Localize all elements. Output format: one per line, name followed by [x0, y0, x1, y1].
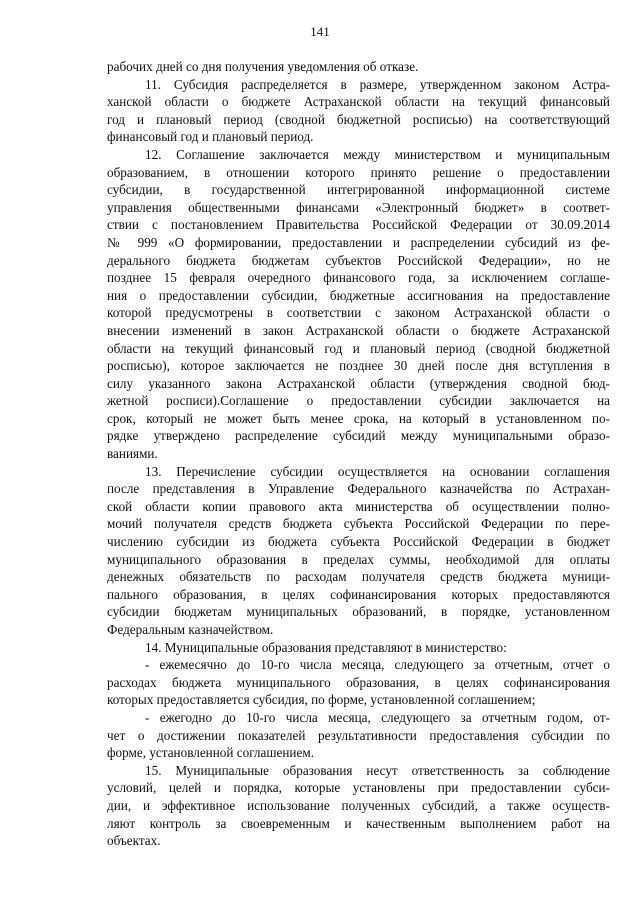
- text-line: которых предоставляется субсидия, по форме, установленной соглашением;: [107, 692, 536, 708]
- text-line: позднее 15 февраля очередного финансового года, за исключением соглаше-: [107, 270, 610, 286]
- text-line: образованием, в отношении которого принято решение о предоставлении: [107, 164, 610, 180]
- text-line: ния о предоставлении субсидии, бюджетные ассигнования на предоставление: [107, 287, 610, 303]
- text-line: срок, который не может быть менее срока, на который в установленном по-: [107, 410, 610, 426]
- paragraph-p13: [107, 463, 610, 639]
- text-line: пального образования, в целях софинансирования которых предоставляются: [107, 586, 610, 602]
- text-line: 11. Субсидия распределяется в размере, утвержденном законом Астра-: [145, 76, 610, 92]
- text-line: рядке утверждено распределение субсидий между муниципальными образо-: [107, 428, 610, 444]
- text-line: управления общественными финансами «Электронный бюджет» в соответ-: [107, 199, 610, 215]
- text-line: 14. Муниципальные образования представляют в министерство:: [145, 639, 507, 655]
- document-body: [107, 58, 610, 850]
- paragraph-p14: [107, 639, 610, 657]
- text-line: расходах бюджета муниципального образования, в целях софинансирования: [107, 674, 610, 690]
- text-line: финансовый год и плановый период.: [107, 129, 314, 145]
- text-line: силу указанного закона Астраханской области (утверждения сводной бюд-: [107, 375, 610, 391]
- text-line: жетной росписи).Соглашение о предоставлении субсидии заключается на: [107, 393, 610, 409]
- text-line: ханской области о бюджете Астраханской области на текущий финансовый: [107, 94, 610, 110]
- text-line: - ежемесячно до 10-го числа месяца, следующего за отчетным, отчет о: [145, 657, 610, 673]
- text-line: субсидии бюджетам муниципальных образований, в порядке, установленном: [107, 604, 610, 620]
- paragraph-p15: [107, 762, 610, 850]
- paragraph-p14a: [107, 656, 610, 709]
- text-line: год и плановый период (сводной бюджетной росписью) на соответствующий: [107, 111, 610, 127]
- text-line: объектах.: [107, 833, 161, 849]
- text-line: ляют контроль за своевременным и качественным выполнением работ на: [107, 815, 610, 831]
- text-line: росписью), которое заключается не позднее 30 дней после дня вступления в: [107, 358, 610, 374]
- text-line: рабочих дней со дня получения уведомления об отказе.: [107, 59, 419, 74]
- paragraph-p11: [107, 76, 610, 146]
- text-line: денежных обязательств по расходам получателя средств бюджета муници-: [107, 569, 610, 585]
- text-line: чет о достижении показателей результативности предоставления субсидии по: [107, 727, 610, 743]
- text-line: мочий получателя средств бюджета субъекта Российской Федерации по пере-: [107, 516, 610, 532]
- text-line: числению субсидии из бюджета субъекта Российской Федерации в бюджет: [107, 534, 610, 550]
- text-line: 13. Перечисление субсидии осуществляется на основании соглашения: [145, 463, 610, 479]
- text-line: № 999 «О формировании, предоставлении и распределении субсидий из фе-: [107, 234, 610, 250]
- text-line: - ежегодно до 10-го числа месяца, следующего за отчетным годом, от-: [145, 709, 610, 725]
- text-line: дерального бюджета бюджетам субъектов Российской Федерации», но не: [107, 252, 610, 268]
- text-line: внесении изменений в закон Астраханской области о бюджете Астраханской: [107, 322, 610, 338]
- paragraph-p14b: [107, 709, 610, 762]
- text-line: муниципального образования в пределах суммы, необходимой для оплаты: [107, 551, 610, 567]
- paragraph-p12: [107, 146, 610, 463]
- paragraph-p-cont: [107, 58, 610, 76]
- text-line: субсидии, в государственной интегрированной информационной системе: [107, 182, 610, 198]
- text-line: форме, установленной соглашением.: [107, 745, 314, 761]
- text-line: которой предусмотрены в соответствии с законом Астраханской области о: [107, 305, 610, 321]
- text-line: после представления в Управление Федерального казначейства по Астрахан-: [107, 481, 610, 497]
- text-line: условий, целей и порядка, которые установлены при предоставлении субси-: [107, 780, 610, 796]
- text-line: ваниями.: [107, 446, 158, 462]
- text-line: ствии с постановлением Правительства Российской Федерации от 30.09.2014: [107, 217, 610, 233]
- text-line: ской области копии правового акта министерства об осуществлении полно-: [107, 498, 610, 514]
- text-line: Федеральным казначейством.: [107, 622, 274, 637]
- text-line: области на текущий финансовый год и плановый период (сводной бюджетной: [107, 340, 610, 356]
- page-number: 141: [310, 24, 330, 39]
- text-line: дии, и эффективное использование полученных субсидий, а также осуществ-: [107, 797, 610, 813]
- text-line: 15. Муниципальные образования несут ответственность за соблюдение: [145, 762, 610, 778]
- text-line: 12. Соглашение заключается между министерством и муниципальным: [145, 146, 610, 162]
